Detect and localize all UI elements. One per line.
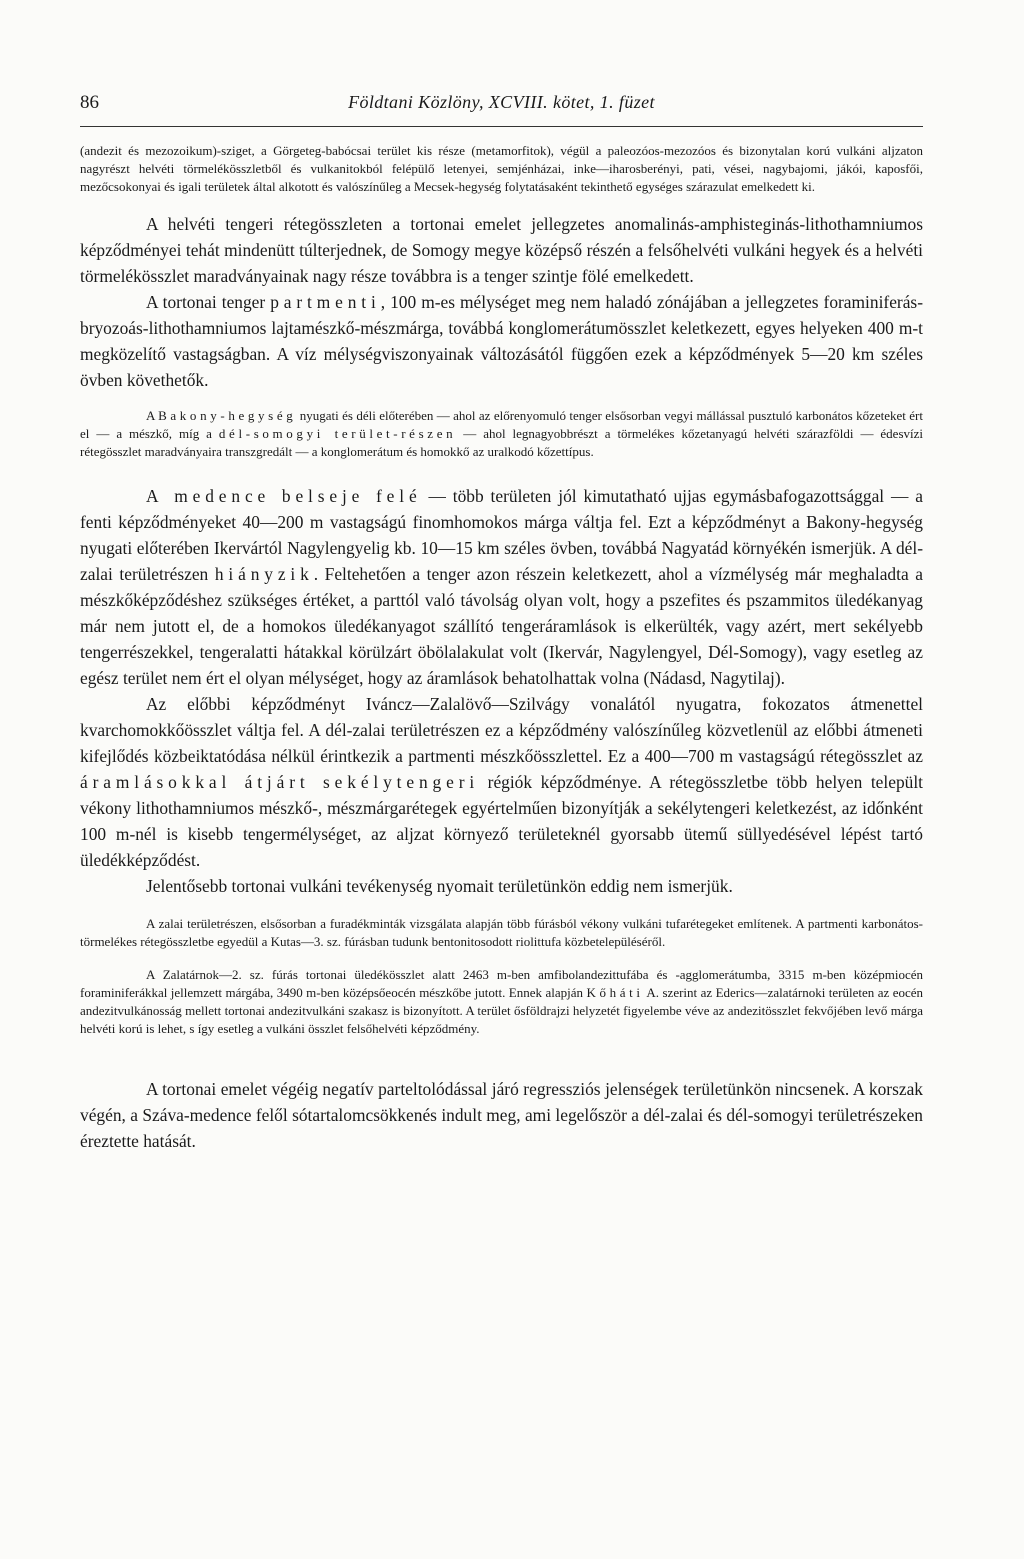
emphasis-text: partmenti [270, 291, 381, 312]
text-run: A [146, 407, 159, 423]
text-run: nyugati és déli előterében — ahol az előrenyomuló tenger elsősorban vegyi mállással pusztuló karbonátos kőzeteket ért el — a mészkő, míg a [80, 407, 924, 441]
text-run: . Feltehetően a tenger azon részein keletkezett, ahol a vízmélység már meghaladta a mészkőképződéshez szükséges értéket, a parttól való távolság olyan volt, hogy a pszefites és pszammitos üledékanyag már nem jutott el, de a homokos üledékanyagot szállító tengeráramlások is elkerülték, vagy azért, mert sekélyebb tengerrészekkel, tengeralatti hátakkal körülzárt öbölalakulat volt (Ikervár, Nagylengyel, Dél-Somogy), vagy esetleg az egész terület nem ért el olyan mélységet, hogy az áramlások behatolhattak volna (Nádasd, Nagytilaj). [80, 564, 923, 689]
paragraph-2: A helvéti tengeri rétegösszleten a tortonai emelet jellegzetes anomalinás-amphisteginás-lithothamniumos képződményei tehát mindenütt túlterjednek, de Somogy megye középső részén a felsőhelvéti vulkáni hegyek és a helvéti törmelékösszlet maradványainak nagy része továbbra is a tenger szintje fölé emelkedett. [80, 213, 923, 286]
running-header [80, 92, 923, 127]
paragraph-small-8: A zalai területrészen, elsősorban a furadékminták vizsgálata alapján több fúrásból vékony vulkáni tufarétegeket említenek. A partmenti karbonátos-törmelékes rétegösszletbe egyedül a Kutas—3. sz. fúrásban tudunk bentonitosodott riolittufa közbetelepüléséről. [80, 916, 923, 950]
paragraph-small-4 [80, 407, 923, 462]
journal-title: Földtani Közlöny, XCVIII. kötet, 1. füzet [348, 92, 655, 112]
paragraph-small-9 [80, 966, 923, 1039]
article-body [80, 142, 923, 1154]
paragraph-5 [80, 483, 923, 691]
paragraph-small-1: (andezit és mezozoikum)-sziget, a Görgeteg-babócsai terület kis része (metamorfitok), végül a paleozóos-mezozóos és bizonytalan korú vulkáni aljzaton nagyrészt helvéti törmelékösszletből és vulkanitokból felépülő letenyei, semjénházai, inke—iharosberényi, pati, vései, nagybajomi, jákói, kaposfői, mezőcsokonyai és igali területek által alkotott és valószínűleg a Mecsek-hegység folytatásaként tekinthető egységes szárazulat emelkedett ki. [80, 143, 923, 195]
text-run: A Zalatárnok—2. sz. fúrás tortonai üledékösszlet alatt 2463 m-ben amfibolandezittufába és -agglomerátumba, 3315 m-ben középmiocén foraminiferákkal jellemzett márgába, 3490 m-ben középsőeocén mészkőbe jutott. Ennek alapján [80, 966, 923, 1000]
emphasis-text: A medence belseje felé [146, 486, 422, 507]
text-run: régiók képződménye. A rétegösszletbe több helyen települt vékony lithothamniumos mészkő-, mészmárgarétegek egyértelműen bizonyítják a sekélytengeri keletkezést, az időnként 100 m-nél is kisebb tengermélységet, az aljzat környező területeknél gyorsabb ütemű süllyedésével lépést tartó üledékképződést. [80, 772, 923, 871]
text-run: — ahol legnagyobbrészt a törmelékes kőzetanyagú helvéti szárazföldi — édesvízi rétegösszlet maradványaira transzgredált — a konglomerátum és homokkő az uralkodó kőzettípus. [80, 425, 924, 460]
emphasis-text: Kőháti [586, 984, 644, 1000]
text-run: Az előbbi képződményt Iváncz—Zalalövő—Szilvágy vonalától nyugatra, fokozatos átmenettel kvarchomokkőösszlet váltja fel. A dél-zalai területrészen ez a képződmény valószínűleg közvetlenül az előbbi átmeneti kifejlődés közbeiktatódása nélkül érintkezik a partmenti mészkőösszlettel. Ez a 400—700 m vastagságú rétegösszlet az [80, 694, 923, 767]
paragraph-3 [80, 289, 923, 393]
text-run: , 100 m-es mélységet meg nem haladó zónájában a jellegzetes foraminiferás-bryozoás-lithothamniumos lajtamészkő-mészmárga, továbbá konglomerátumösszlet keletkezett, egyes helyeken 400 m-t megközelítő vastagságban. A víz mélységviszonyainak változásától függően ezek a képződmények 5—20 km széles övben követhetők. [80, 291, 923, 390]
emphasis-text: áramlásokkal átjárt sekélytengeri [80, 772, 480, 793]
page-number: 86 [80, 92, 99, 113]
emphasis-text: dél-somogyi terület-részen [218, 425, 457, 441]
text-run: — több területen jól kimutatható ujjas egymásbafogazottsággal — a fenti képződményeket 40—200 m vastagságú finomhomokos márga váltja fel. Ezt a képződményt a Bakony-hegység nyugati előterében Ikervártól Nagylengyelig kb. 10—15 km széles övben, továbbá Nagyatád környékén ismerjük. A dél-zalai területrészen [80, 486, 923, 585]
paragraph-7: Jelentősebb tortonai vulkáni tevékenység nyomait területünkön eddig nem ismerjük. [146, 876, 733, 897]
paragraph-6 [80, 691, 923, 873]
emphasis-text: hiányzik [214, 564, 314, 585]
emphasis-text: Bakony-hegység [158, 407, 297, 423]
text-run: A tortonai tenger [146, 291, 271, 312]
text-run: A. szerint az Ederics—zalatárnoki területen az eocén andezitvulkánosság mellett tortonai andezitvulkáni szakasz is bizonyított. A terület ősföldrajzi helyzetét figyelembe véve az andezitösszlet fekvőjében levő márga helvéti korú is lehet, s így esetleg a vulkáni összlet felsőhelvéti képződmény. [80, 984, 924, 1037]
paragraph-10: A tortonai emelet végéig negatív parteltolódással járó regressziós jelenségek területünkön nincsenek. A korszak végén, a Száva-medence felől sótartalomcsökkenés indult meg, ami legelőször a dél-zalai és dél-somogyi területrészeken éreztette hatását. [80, 1079, 923, 1152]
